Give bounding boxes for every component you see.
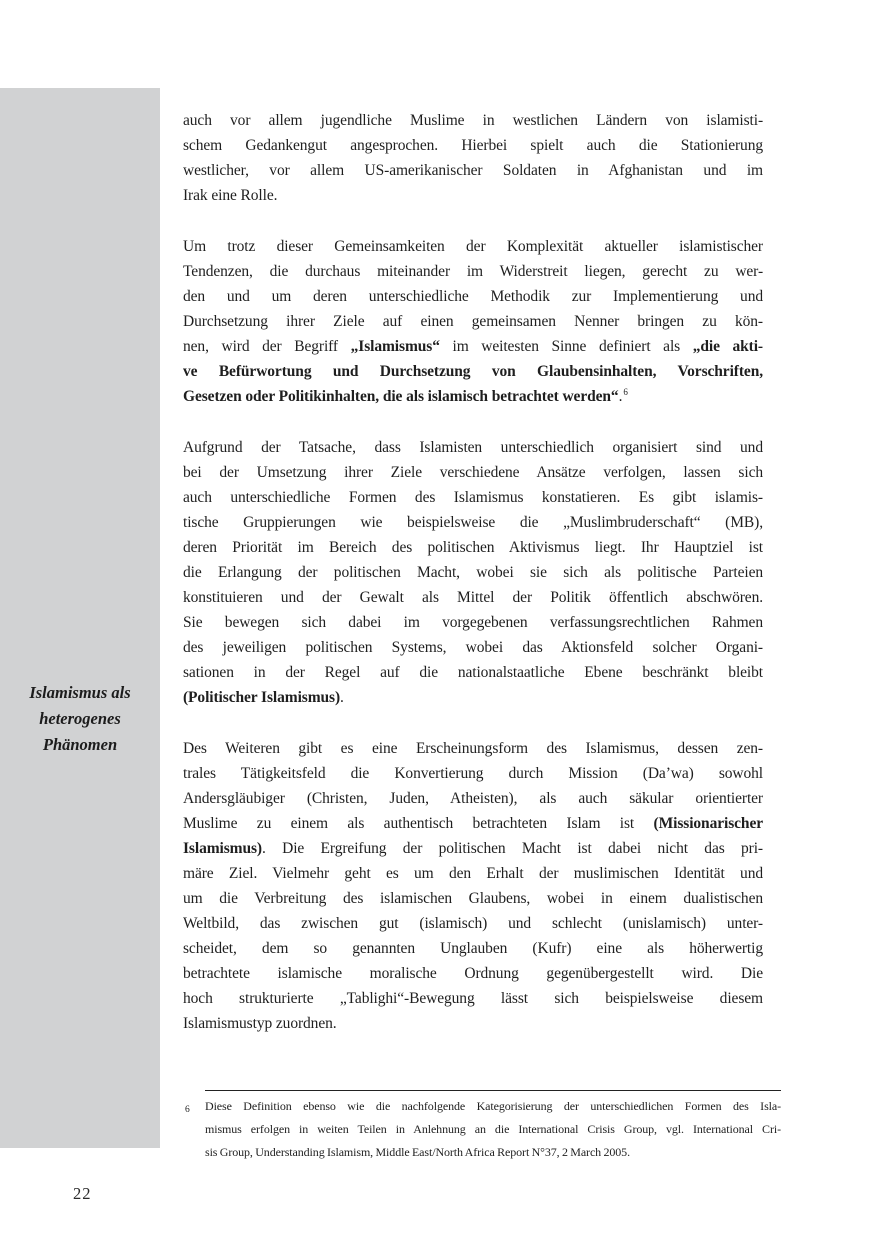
emphasis-text: „Islamismus“ bbox=[350, 338, 440, 355]
text-line bbox=[183, 886, 763, 911]
margin-note-line: heterogenes bbox=[39, 709, 121, 728]
text-segment: . Die Ergreifung der politischen Macht ist dabei nicht das pri- bbox=[262, 840, 763, 857]
text-line bbox=[183, 811, 763, 836]
text-segment: Weltbild, das zwischen gut (islamisch) und schlecht (unislamisch) unter- bbox=[183, 915, 763, 932]
text-line bbox=[183, 1011, 763, 1036]
text-line bbox=[183, 460, 763, 485]
text-line bbox=[183, 133, 763, 158]
text-segment: bei der Umsetzung ihrer Ziele verschiedene Ansätze verfolgen, lassen sich bbox=[183, 464, 763, 481]
text-line bbox=[183, 736, 763, 761]
text-line bbox=[183, 535, 763, 560]
text-line bbox=[183, 560, 763, 585]
text-segment: tische Gruppierungen wie beispielsweise die „Muslimbruderschaft“ (MB), bbox=[183, 514, 763, 531]
text-line bbox=[183, 986, 763, 1011]
text-line bbox=[183, 961, 763, 986]
text-line bbox=[183, 836, 763, 861]
text-segment: betrachtete islamische moralische Ordnung gegenübergestellt wird. Die bbox=[183, 965, 763, 982]
text-segment: auch unterschiedliche Formen des Islamismus konstatieren. Es gibt islamis- bbox=[183, 489, 763, 506]
text-line bbox=[183, 761, 763, 786]
text-segment: Um trotz dieser Gemeinsamkeiten der Komplexität aktueller islamistischer bbox=[183, 238, 763, 255]
text-line bbox=[183, 660, 763, 685]
text-line bbox=[183, 284, 763, 309]
text-segment: Muslime zu einem als authentisch betrachteten Islam ist bbox=[183, 815, 654, 832]
text-line bbox=[183, 359, 763, 384]
text-segment: Sie bewegen sich dabei im vorgegebenen verfassungsrechtlichen Rahmen bbox=[183, 614, 763, 631]
margin-note bbox=[0, 680, 160, 758]
text-line bbox=[183, 685, 763, 710]
paragraph bbox=[183, 435, 763, 710]
text-segment: Tendenzen, die durchaus miteinander im Widerstreit liegen, gerecht zu wer- bbox=[183, 263, 763, 280]
text-segment: schem Gedankengut angesprochen. Hierbei spielt auch die Stationierung bbox=[183, 137, 763, 154]
text-line bbox=[183, 786, 763, 811]
footnote-text bbox=[205, 1095, 781, 1164]
text-segment: Andersgläubiger (Christen, Juden, Atheisten), als auch säkular orientierter bbox=[183, 790, 763, 807]
text-segment: um die Verbreitung des islamischen Glaubens, wobei in einem dualistischen bbox=[183, 890, 763, 907]
emphasis-text: ve Befürwortung und Durchsetzung von Glaubensinhalten, Vorschriften, bbox=[183, 363, 763, 380]
text-line bbox=[183, 435, 763, 460]
text-line bbox=[183, 610, 763, 635]
text-segment: trales Tätigkeitsfeld die Konvertierung durch Mission (Da’wa) sowohl bbox=[183, 765, 763, 782]
text-line bbox=[183, 635, 763, 660]
page-number: 22 bbox=[73, 1184, 92, 1203]
text-segment: Islamismustyp zuordnen. bbox=[183, 1015, 337, 1032]
text-line bbox=[183, 510, 763, 535]
text-line bbox=[183, 384, 763, 409]
text-segment: auch vor allem jugendliche Muslime in westlichen Ländern von islamisti- bbox=[183, 112, 763, 129]
footnote-line: Diese Definition ebenso wie die nachfolgende Kategorisierung der unterschiedlichen Formen des Isla- bbox=[205, 1099, 781, 1113]
footnote-marker: 6 bbox=[185, 1105, 190, 1115]
text-segment: hoch strukturierte „Tablighi“-Bewegung lässt sich beispielsweise diesem bbox=[183, 990, 763, 1007]
text-line bbox=[183, 183, 763, 208]
text-segment: Aufgrund der Tatsache, dass Islamisten unterschiedlich organisiert sind und bbox=[183, 439, 763, 456]
text-line bbox=[183, 936, 763, 961]
text-segment: des jeweiligen politischen Systems, wobei das Aktionsfeld solcher Organi- bbox=[183, 639, 763, 656]
footnote-line: sis Group, Understanding Islamism, Middle East/North Africa Report N°37, 2 March 2005. bbox=[205, 1145, 630, 1159]
text-segment: konstituieren und der Gewalt als Mittel der Politik öffentlich abschwören. bbox=[183, 589, 763, 606]
footnote-rule bbox=[205, 1090, 781, 1091]
paragraph bbox=[183, 234, 763, 409]
text-segment: märe Ziel. Vielmehr geht es um den Erhalt der muslimischen Identität und bbox=[183, 865, 763, 882]
emphasis-text: Islamismus) bbox=[183, 840, 262, 857]
margin-note-line: Phänomen bbox=[42, 735, 118, 754]
text-line bbox=[183, 911, 763, 936]
paragraph bbox=[183, 108, 763, 208]
emphasis-text: „die akti- bbox=[692, 338, 763, 355]
text-segment: deren Priorität im Bereich des politischen Aktivismus liegt. Ihr Hauptziel ist bbox=[183, 539, 763, 556]
text-segment: sationen in der Regel auf die nationalstaatliche Ebene beschränkt bleibt bbox=[183, 664, 763, 681]
margin-note-line: Islamismus als bbox=[29, 683, 131, 702]
body-text bbox=[183, 108, 763, 1036]
emphasis-text: (Politischer Islamismus) bbox=[183, 689, 341, 706]
margin-panel bbox=[0, 88, 160, 1148]
text-line bbox=[183, 259, 763, 284]
footnote bbox=[183, 1090, 783, 1164]
text-segment: . bbox=[340, 689, 344, 706]
text-segment: Durchsetzung ihrer Ziele auf einen gemeinsamen Nenner bringen zu kön- bbox=[183, 313, 763, 330]
text-segment: im weitesten Sinne definiert als bbox=[439, 338, 693, 355]
emphasis-text: (Missionarischer bbox=[653, 815, 763, 832]
footnote-line: mismus erfolgen in weiten Teilen in Anlehnung an die International Crisis Group, vgl. International Cri- bbox=[205, 1122, 781, 1136]
text-line bbox=[183, 334, 763, 359]
text-segment: den und um deren unterschiedliche Methodik zur Implementierung und bbox=[183, 288, 763, 305]
paragraph bbox=[183, 736, 763, 1036]
text-line bbox=[183, 309, 763, 334]
text-line bbox=[183, 485, 763, 510]
text-segment: . bbox=[618, 388, 623, 405]
text-line bbox=[183, 234, 763, 259]
text-line bbox=[183, 108, 763, 133]
text-line bbox=[183, 585, 763, 610]
text-segment: die Erlangung der politischen Macht, wobei sie sich als politische Parteien bbox=[183, 564, 763, 581]
text-segment: scheidet, dem so genannten Unglauben (Kufr) eine als höherwertig bbox=[183, 940, 763, 957]
text-segment: Des Weiteren gibt es eine Erscheinungsform des Islamismus, dessen zen- bbox=[183, 740, 763, 757]
text-segment: Irak eine Rolle. bbox=[183, 187, 278, 204]
text-segment: nen, wird der Begriff bbox=[183, 338, 351, 355]
text-line bbox=[183, 861, 763, 886]
footnote-reference: 6 bbox=[623, 386, 628, 397]
text-line bbox=[183, 158, 763, 183]
text-segment: westlicher, vor allem US-amerikanischer Soldaten in Afghanistan und im bbox=[183, 162, 763, 179]
emphasis-text: Gesetzen oder Politikinhalten, die als islamisch betrachtet werden“ bbox=[183, 388, 619, 405]
